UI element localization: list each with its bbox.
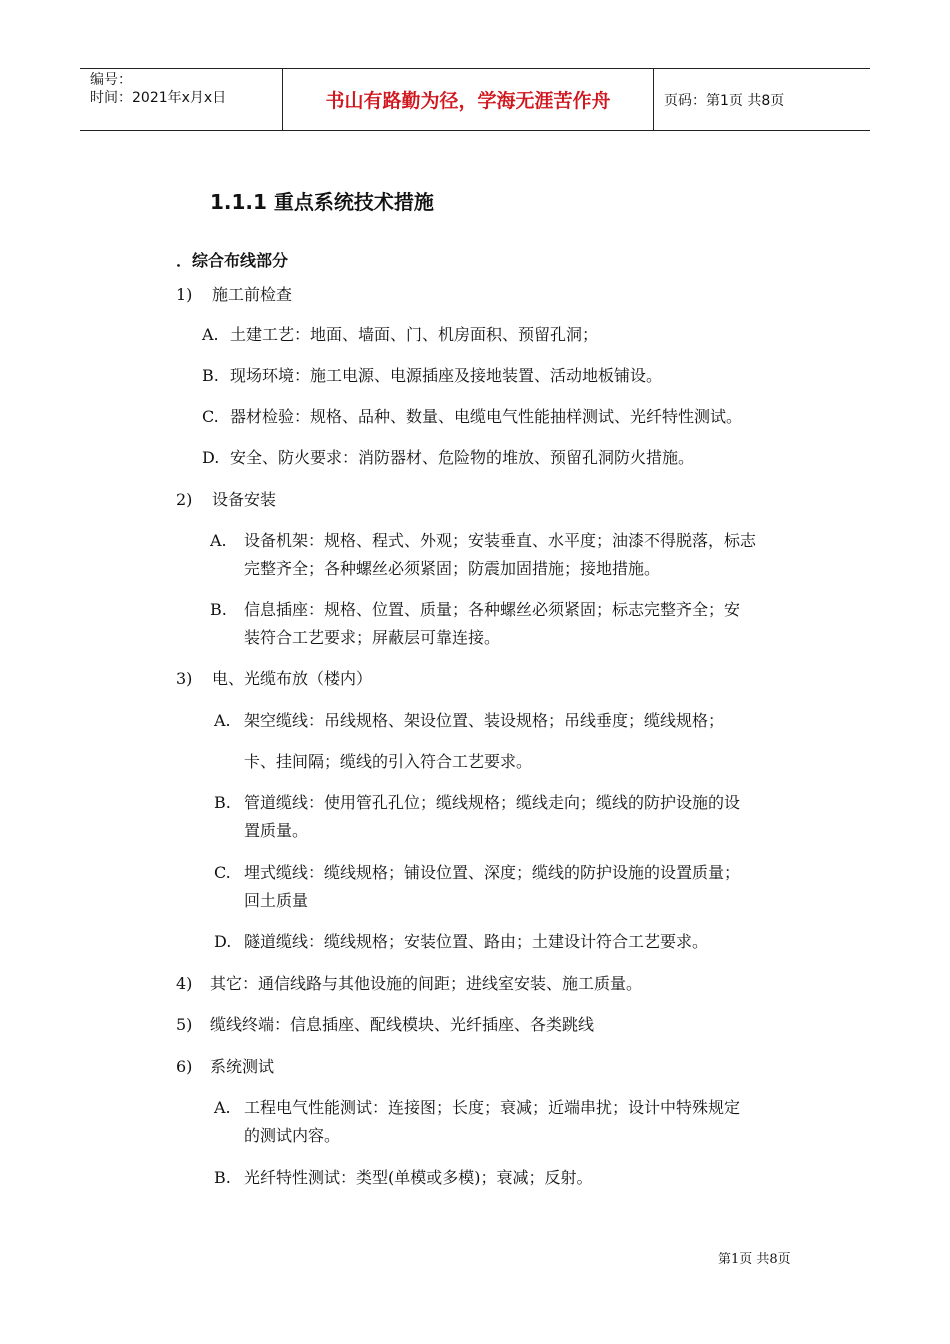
item-text: 信息插座：规格、位置、质量；各种螺丝必须紧固；标志完整齐全；安 (244, 600, 741, 619)
list-item (214, 860, 741, 910)
item-text-continued: 装符合工艺要求；屏蔽层可靠连接。 (244, 628, 501, 647)
item-number: 1) (176, 285, 193, 304)
list-item (176, 1054, 275, 1080)
header-motto: 书山有路勤为径，学海无涯苦作舟 (282, 69, 654, 130)
list-item (210, 528, 757, 578)
item-number: B. (202, 366, 219, 385)
time-label: 时间：2021年x月x日 (90, 90, 227, 106)
item-number: 4) (176, 974, 193, 993)
item-text: 设备机架：规格、程式、外观；安装垂直、水平度；油漆不得脱落，标志 (244, 531, 757, 550)
list-item (176, 487, 277, 513)
item-number: B. (210, 600, 227, 619)
item-text: 其它：通信线路与其他设施的间距；进线室安装、施工质量。 (210, 974, 643, 993)
header-page-info: 页码：第1页 共8页 (664, 92, 785, 109)
item-text-continued: 回土质量 (244, 891, 309, 910)
section-heading: ．综合布线部分 (176, 251, 289, 270)
item-number: A. (210, 531, 227, 550)
item-text: 隧道缆线：缆线规格；安装位置、路由；土建设计符合工艺要求。 (244, 932, 709, 951)
item-number: B. (214, 793, 231, 812)
list-item (202, 404, 743, 430)
list-item (202, 322, 599, 348)
item-number: A. (214, 711, 231, 730)
item-number: 5) (176, 1015, 193, 1034)
item-text-continued: 置质量。 (244, 821, 309, 840)
item-number: 2) (176, 490, 193, 509)
item-text-continued: 卡、挂间隔；缆线的引入符合工艺要求。 (244, 752, 533, 771)
item-number: A. (214, 1098, 231, 1117)
item-number: B. (214, 1168, 231, 1187)
item-number: C. (202, 407, 219, 426)
item-text: 施工前检查 (212, 285, 293, 304)
item-text: 缆线终端：信息插座、配线模块、光纤插座、各类跳线 (210, 1015, 595, 1034)
item-text: 工程电气性能测试：连接图；长度；衰减；近端串扰；设计中特殊规定 (244, 1098, 741, 1117)
item-text: 架空缆线：吊线规格、架设位置、装设规格；吊线垂度；缆线规格； (244, 711, 725, 730)
page-footer: 第1页 共8页 (718, 1252, 791, 1267)
item-text: 安全、防火要求：消防器材、危险物的堆放、预留孔洞防火措施。 (230, 448, 695, 467)
item-text: 埋式缆线：缆线规格；铺设位置、深度；缆线的防护设施的设置质量； (244, 863, 741, 882)
item-text: 设备安装 (212, 490, 277, 509)
header-meta (80, 69, 282, 130)
number-label: 编号： (90, 72, 132, 88)
list-item (214, 929, 709, 955)
item-text: 系统测试 (210, 1057, 275, 1076)
list-item (202, 363, 663, 389)
item-number: D. (214, 932, 232, 951)
item-text: 管道缆线：使用管孔孔位；缆线规格；缆线走向；缆线的防护设施的设 (244, 793, 741, 812)
list-item (176, 971, 643, 997)
list-item (214, 708, 725, 771)
list-item (214, 1165, 593, 1191)
item-number: 6) (176, 1057, 193, 1076)
item-number: C. (214, 863, 231, 882)
list-item (176, 1012, 595, 1038)
list-item (176, 666, 373, 692)
item-number: A. (202, 325, 219, 344)
item-text: 现场环境：施工电源、电源插座及接地装置、活动地板铺设。 (230, 366, 663, 385)
page-title: 1.1.1 重点系统技术措施 (210, 190, 434, 214)
list-item (214, 790, 741, 840)
item-text-continued: 完整齐全；各种螺丝必须紧固；防震加固措施；接地措施。 (244, 559, 661, 578)
list-item (202, 445, 695, 471)
item-text: 器材检验：规格、品种、数量、电缆电气性能抽样测试、光纤特性测试。 (230, 407, 743, 426)
list-item (176, 282, 293, 308)
item-text-continued: 的测试内容。 (244, 1126, 341, 1145)
list-item (214, 1095, 741, 1145)
item-number: D. (202, 448, 220, 467)
item-text: 土建工艺：地面、墙面、门、机房面积、预留孔洞； (230, 325, 599, 344)
item-text: 光纤特性测试：类型(单模或多模)；衰减；反射。 (244, 1168, 593, 1187)
item-number: 3) (176, 669, 193, 688)
item-text: 电、光缆布放（楼内） (212, 669, 373, 688)
page-header (80, 68, 870, 131)
list-item (210, 597, 741, 647)
